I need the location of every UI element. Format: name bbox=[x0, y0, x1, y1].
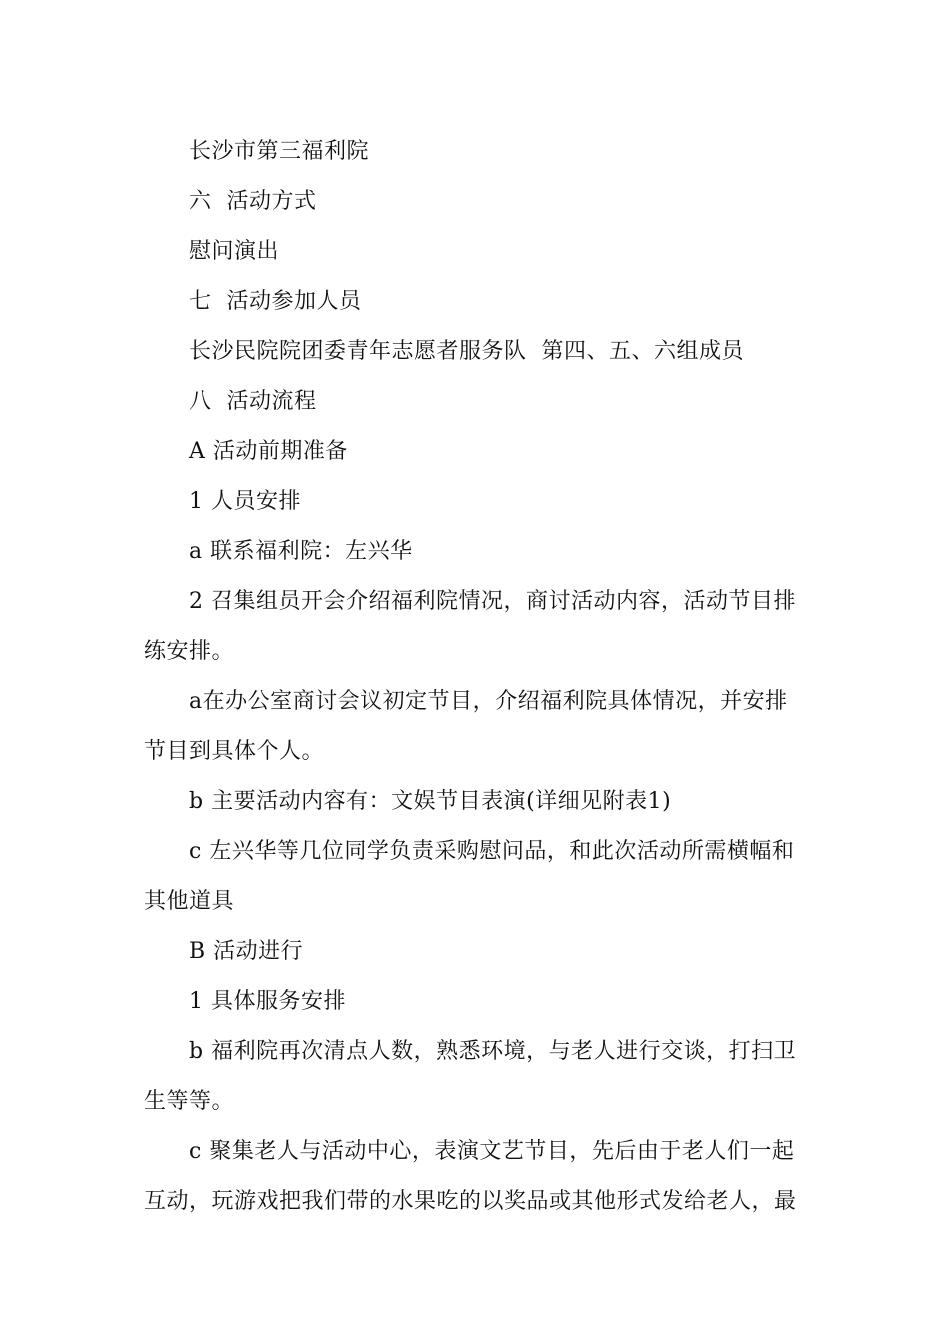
heading-activity-process: 八 活动流程 bbox=[189, 389, 317, 414]
list-item-office-discussion: a在办公室商讨会议初定节目，介绍福利院具体情况，并安排节目到具体个人。 bbox=[144, 689, 788, 764]
list-item-meeting: 2 召集组员开会介绍福利院情况，商讨活动内容，活动节目排练安排。 bbox=[144, 589, 796, 664]
list-item-service-arrangement: 1 具体服务安排 bbox=[189, 989, 346, 1014]
subheading-preparation: A 活动前期准备 bbox=[189, 439, 348, 464]
list-item-staffing: 1 人员安排 bbox=[189, 489, 301, 514]
heading-participants: 七 活动参加人员 bbox=[189, 289, 362, 314]
list-item-main-content: b 主要活动内容有：文娱节目表演(详细见附表1) bbox=[189, 789, 672, 814]
list-item-contact: a 联系福利院：左兴华 bbox=[189, 539, 413, 564]
heading-activity-method: 六 活动方式 bbox=[189, 189, 317, 214]
list-item-purchasing: c 左兴华等几位同学负责采购慰问品，和此次活动所需横幅和其他道具 bbox=[144, 839, 795, 914]
list-item-headcount: b 福利院再次清点人数，熟悉环境，与老人进行交谈，打扫卫生等等。 bbox=[144, 1039, 797, 1114]
paragraph-location: 长沙市第三福利院 bbox=[189, 139, 370, 164]
paragraph-method: 慰问演出 bbox=[189, 239, 280, 264]
paragraph-participants: 长沙民院院团委青年志愿者服务队 第四、五、六组成员 bbox=[189, 339, 744, 364]
subheading-execution: B 活动进行 bbox=[189, 939, 304, 964]
list-item-gathering: c 聚集老人与活动中心，表演文艺节目，先后由于老人们一起互动，玩游戏把我们带的水果吃的以奖品或其他形式发给老人，最 bbox=[144, 1139, 797, 1214]
